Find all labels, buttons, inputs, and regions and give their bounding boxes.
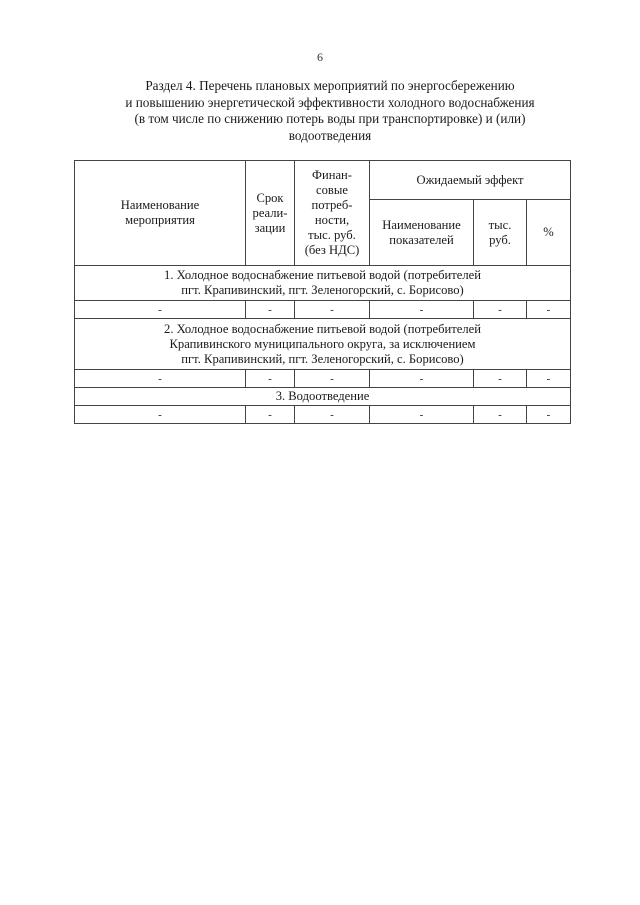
header-finance-line: Финан- — [312, 168, 352, 182]
table-cell: - — [295, 370, 370, 388]
header-thousand-rub — [474, 200, 527, 266]
header-term-line: реали- — [252, 205, 288, 220]
section-row — [75, 388, 571, 406]
header-expected-effect: Ожидаемый эффект — [370, 161, 571, 200]
section-title-line: (в том числе по снижению потерь воды при транспортировке) и (или) — [134, 111, 526, 126]
section-line: пгт. Крапивинский, пгт. Зеленогорский, с. Борисово) — [181, 351, 464, 366]
table-cell: - — [246, 301, 295, 319]
table-row — [75, 301, 571, 319]
header-indicator-line: Наименование — [382, 217, 461, 232]
table-cell: - — [75, 301, 246, 319]
header-indicator-line: показателей — [389, 232, 454, 247]
table-cell: - — [295, 406, 370, 424]
section-title-cell — [75, 266, 571, 301]
table-cell: - — [75, 406, 246, 424]
header-finance — [295, 161, 370, 266]
section-title-line: Раздел 4. Перечень плановых мероприятий по энергосбережению — [145, 78, 515, 93]
table-cell: - — [474, 301, 527, 319]
header-thousand-line: руб. — [489, 232, 511, 247]
table-cell: - — [370, 301, 474, 319]
table-header-row — [75, 161, 571, 200]
header-term-line: Срок — [256, 190, 284, 205]
header-thousand-line: тыс. — [488, 217, 512, 232]
table-cell: - — [474, 406, 527, 424]
header-finance-line: тыс. руб. — [308, 228, 356, 242]
header-finance-line: потреб- — [311, 198, 353, 212]
measures-table — [74, 160, 571, 424]
header-measure-name-text: Наименование мероприятия — [120, 198, 200, 227]
section-row — [75, 266, 571, 301]
table-cell: - — [370, 370, 474, 388]
section-title-cell — [75, 388, 571, 406]
header-indicator-name — [370, 200, 474, 266]
table-row — [75, 406, 571, 424]
section-line: 1. Холодное водоснабжение питьевой водой (потребителей — [164, 268, 481, 282]
table-cell: - — [527, 406, 571, 424]
section-line: 2. Холодное водоснабжение питьевой водой (потребителей — [164, 321, 481, 336]
section-row — [75, 319, 571, 370]
section-line: 3. Водоотведение — [275, 389, 370, 403]
header-finance-line: (без НДС) — [304, 243, 360, 257]
table-cell: - — [527, 301, 571, 319]
table-cell: - — [246, 406, 295, 424]
header-finance-line: ности, — [314, 213, 350, 227]
section-line: пгт. Крапивинский, пгт. Зеленогорский, с. Борисово) — [181, 283, 464, 297]
table-row — [75, 370, 571, 388]
table-cell: - — [370, 406, 474, 424]
table-cell: - — [295, 301, 370, 319]
table-cell: - — [474, 370, 527, 388]
table-cell: - — [527, 370, 571, 388]
section-title-line: водоотведения — [288, 127, 372, 143]
table-cell: - — [75, 370, 246, 388]
section-line: Крапивинского муниципального округа, за исключением — [169, 336, 476, 351]
header-finance-line: совые — [316, 183, 348, 197]
table-cell: - — [246, 370, 295, 388]
header-measure-name — [75, 161, 246, 266]
header-term-line: зации — [254, 220, 286, 235]
section-title — [60, 78, 600, 144]
header-term — [246, 161, 295, 266]
page-number: 6 — [317, 50, 323, 64]
section-title-line: и повышению энергетической эффективности холодного водоснабжения — [125, 94, 535, 110]
section-title-cell — [75, 319, 571, 370]
header-percent: % — [527, 200, 571, 266]
